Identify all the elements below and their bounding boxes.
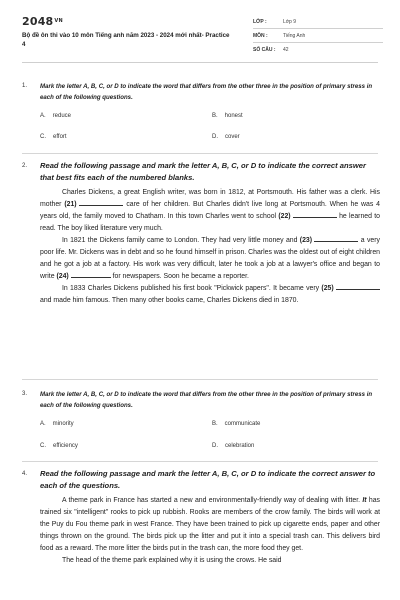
meta-label: MÔN : [253, 33, 268, 39]
option-letter: C. [40, 443, 46, 449]
option-letter: C. [40, 134, 46, 140]
meta-value: Tiếng Anh [283, 33, 306, 39]
passage-text: a very poor life. Mr. Dickens was in debt and so he found himself in prison. Charles was the oldest out of eight children and he got a job at a factory. His work was very difficult, later he took a job at a lawyer's office and began to write [40, 237, 380, 280]
blank-number: (24) [56, 273, 69, 280]
option-text: efficiency [53, 443, 78, 449]
passage-text: care of her children. But Charles didn't live long at Portsmouth. When he was 4 years old, the family moved to Chatham. In this town Charles went to school [40, 201, 380, 220]
reading-passage [40, 495, 380, 567]
instruction-text: Read the following passage and mark the letter A, B, C, or D to indicate the correct answer that best fits each of the numbered blanks. [40, 161, 366, 182]
option-letter: D. [212, 443, 218, 449]
passage-text: In 1833 Charles Dickens published his first book "Pickwick papers". It became very [62, 285, 322, 292]
meta-label: LỚP : [253, 19, 267, 25]
passage-text: A theme park in France has started a new and environmentally-friendly way of dealing with litter. [62, 497, 363, 504]
reading-passage [40, 187, 380, 307]
passage-text: and made him famous. Then many other books came, Charles Dickens died in 1870. [40, 297, 299, 304]
passage-text: for newspapers. Soon he became a reporter. [110, 273, 249, 280]
pronoun-highlight: It [362, 497, 367, 504]
passage-paragraph [40, 235, 380, 283]
question-divider [22, 461, 378, 462]
passage-paragraph: The head of the theme park explained why it is using the crows. He said [62, 557, 282, 564]
passage-paragraph [40, 187, 380, 235]
passage-text: he learned to read. The boy liked literature very much. [40, 213, 380, 232]
option-text: reduce [52, 113, 72, 119]
option-letter: B. [212, 113, 218, 119]
meta-divider [253, 28, 383, 29]
blank-number: (25) [321, 285, 334, 292]
question-number: 1. [22, 83, 28, 89]
option-text: communicate [224, 421, 261, 427]
header-divider [22, 62, 378, 63]
question-number: 2. [22, 163, 28, 169]
blank-number: (23) [299, 237, 313, 244]
passage-paragraph [40, 283, 380, 307]
answer-option-d[interactable] [212, 443, 254, 449]
answer-option-c[interactable] [40, 134, 67, 140]
blank-number: (22) [278, 213, 291, 220]
blank-number: (21) [64, 201, 77, 208]
answer-option-c[interactable] [40, 443, 78, 449]
question-number: 3. [22, 391, 28, 397]
passage-paragraph [40, 495, 380, 555]
question-divider [22, 379, 378, 380]
passage-text: Charles Dickens, a great English writer, was born in 1812, at Portsmouth. His father was a clerk. His mother [40, 189, 380, 208]
meta-value: Lớp 9 [283, 19, 297, 25]
question-divider [22, 153, 378, 154]
option-letter: B. [212, 421, 218, 427]
option-text: minority [52, 421, 74, 427]
meta-label: SỐ CÂU : [253, 47, 276, 53]
logo-suffix: VN [54, 18, 63, 24]
answer-blank[interactable] [314, 236, 358, 242]
option-text: cover [225, 134, 240, 140]
answer-option-d[interactable] [212, 134, 240, 140]
answer-blank[interactable] [71, 272, 111, 278]
answer-option-a[interactable] [40, 113, 71, 119]
question-instruction: Mark the letter A, B, C, or D to indicate the word that differs from the other three in the position of primary stress in each of the following questions. [40, 391, 373, 409]
meta-divider [253, 42, 383, 43]
answer-blank[interactable] [293, 212, 337, 218]
option-text: celebration [225, 443, 255, 449]
passage-text: In 1821 the Dickens family came to London. They had very little money and [62, 237, 300, 244]
site-logo[interactable] [22, 15, 63, 28]
option-text: honest [224, 113, 243, 119]
answer-blank[interactable] [336, 284, 380, 290]
meta-value: 42 [283, 47, 289, 53]
answer-option-a[interactable] [40, 421, 74, 427]
passage-text: has trained six "intelligent" rooks to pick up rubbish. Rooks are members of the crow family. The birds will work at the Puy du Fou theme park in west France. They have been trained to pick up cigarette ends, paper and other things thrown on the ground. The birds pick up the litter and put it into a special trash can. This delivers bird food as a reward. The more litter the birds put in the trash can, the more food they get. [40, 497, 380, 552]
question-number: 4. [22, 471, 28, 477]
logo-text: 2048 [22, 15, 54, 28]
document-title: Bộ đề ôn thi vào 10 môn Tiếng anh năm 2023 - 2024 mới nhất- Practice 4 [22, 32, 230, 48]
answer-option-b[interactable] [212, 113, 243, 119]
instruction-text: Read the following passage and mark the letter A, B, C, or D to indicate the correct answer to each of the questions. [40, 469, 376, 490]
question-instruction [40, 160, 380, 184]
answer-blank[interactable] [79, 200, 123, 206]
question-instruction: Mark the letter A, B, C, or D to indicate the word that differs from the other three in the position of primary stress in each of the following questions. [40, 83, 373, 101]
option-letter: D. [212, 134, 218, 140]
option-letter: A. [40, 421, 46, 427]
option-text: effort [53, 134, 67, 140]
answer-option-b[interactable] [212, 421, 260, 427]
question-instruction [40, 468, 380, 492]
option-letter: A. [40, 113, 46, 119]
